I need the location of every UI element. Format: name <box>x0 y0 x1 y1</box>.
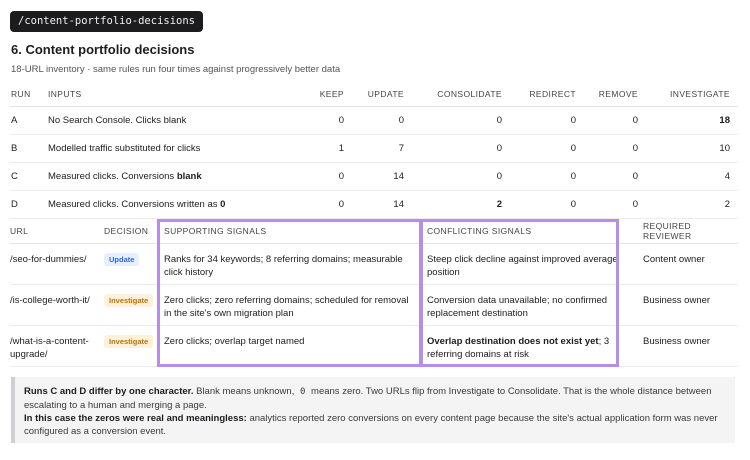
run-investigate: 10 <box>638 134 738 162</box>
run-investigate: 2 <box>638 190 738 218</box>
run-investigate: 18 <box>638 106 738 134</box>
run-inputs <box>48 106 280 134</box>
runs-header-row <box>10 82 738 106</box>
url-cell: /what-is-a-content-upgrade/ <box>10 325 104 366</box>
run-remove: 0 <box>576 106 638 134</box>
runs-col-inputs: INPUTS <box>48 82 280 106</box>
run-inputs-text: Modelled traffic substituted for clicks <box>48 142 201 154</box>
url-col-conflicting: CONFLICTING SIGNALS <box>422 219 638 243</box>
reviewer-cell: Content owner <box>638 243 738 284</box>
url-cell: /is-college-worth-it/ <box>10 284 104 325</box>
url-col-decision: DECISION <box>104 219 159 243</box>
table-row <box>10 162 738 190</box>
run-id: B <box>10 134 48 162</box>
run-update: 14 <box>344 190 404 218</box>
runs-col-remove: REMOVE <box>576 82 638 106</box>
run-inputs-emphasis: blank <box>176 170 202 182</box>
supporting-signals-cell: Ranks for 34 keywords; 8 referring domains; measurable click history <box>159 243 422 284</box>
decision-badge: Update <box>104 253 139 266</box>
run-inputs-text: Measured clicks. Conversions written as <box>48 198 221 210</box>
runs-col-redirect: REDIRECT <box>502 82 576 106</box>
note-code-zero: 0 <box>299 387 306 397</box>
run-keep: 0 <box>280 106 344 134</box>
table-row <box>10 106 738 134</box>
reviewer-cell: Business owner <box>638 325 738 366</box>
run-update: 14 <box>344 162 404 190</box>
run-inputs-emphasis: 0 <box>220 198 226 210</box>
run-id: A <box>10 106 48 134</box>
runs-col-update: UPDATE <box>344 82 404 106</box>
conflicting-emphasis: Overlap destination does not exist yet <box>427 335 599 347</box>
runs-col-keep: KEEP <box>280 82 344 106</box>
runs-col-run: RUN <box>10 82 48 106</box>
runs-table <box>10 82 738 219</box>
run-remove: 0 <box>576 162 638 190</box>
run-update: 7 <box>344 134 404 162</box>
run-redirect: 0 <box>502 190 576 218</box>
run-remove: 0 <box>576 134 638 162</box>
runs-col-investigate: INVESTIGATE <box>638 82 738 106</box>
conflicting-text: Steep click decline against improved average position <box>427 253 618 278</box>
note-line1-rest: means zero. Two URLs flip from Investigate to Consolidate. That is the whole distance between escalating to a human and merging a page. <box>24 386 712 411</box>
run-redirect: 0 <box>502 162 576 190</box>
conflicting-signals-cell <box>422 325 638 366</box>
run-consolidate: 0 <box>404 106 502 134</box>
note-line2-heading: In this case the zeros were real and meaningless: <box>24 413 247 424</box>
command-pill: /content-portfolio-decisions <box>10 11 203 32</box>
decision-cell <box>104 284 159 325</box>
note-line2-text: analytics reported zero conversions on every content page because the site's actual application form was never configured as a conversion event. <box>24 413 718 437</box>
table-row <box>10 190 738 218</box>
note-line1-heading: Runs C and D differ by one character. <box>24 386 194 397</box>
run-id: C <box>10 162 48 190</box>
table-row <box>10 243 738 284</box>
run-keep: 1 <box>280 134 344 162</box>
conflicting-text: ; 3 referring domains at risk <box>427 335 610 360</box>
page-subtitle: 18-URL inventory · same rules run four times against progressively better data <box>11 64 341 75</box>
run-update: 0 <box>344 106 404 134</box>
run-consolidate: 2 <box>404 190 502 218</box>
runs-col-consolidate: CONSOLIDATE <box>404 82 502 106</box>
url-col-reviewer: REQUIRED REVIEWER <box>638 219 738 243</box>
conflicting-signals-cell <box>422 284 638 325</box>
run-remove: 0 <box>576 190 638 218</box>
run-redirect: 0 <box>502 106 576 134</box>
run-consolidate: 0 <box>404 162 502 190</box>
url-header-row <box>10 219 738 243</box>
run-id: D <box>10 190 48 218</box>
run-consolidate: 0 <box>404 134 502 162</box>
run-keep: 0 <box>280 190 344 218</box>
url-col-supporting: SUPPORTING SIGNALS <box>159 219 422 243</box>
run-inputs <box>48 134 280 162</box>
supporting-signals-cell: Zero clicks; overlap target named <box>159 325 422 366</box>
run-inputs <box>48 190 280 218</box>
run-redirect: 0 <box>502 134 576 162</box>
run-inputs-text: No Search Console. Clicks blank <box>48 114 187 126</box>
run-investigate: 4 <box>638 162 738 190</box>
url-col-url: URL <box>10 219 104 243</box>
callout-note <box>11 377 735 443</box>
run-inputs <box>48 162 280 190</box>
run-inputs-text: Measured clicks. Conversions <box>48 170 177 182</box>
supporting-signals-cell: Zero clicks; zero referring domains; scheduled for removal in the site's own migration plan <box>159 284 422 325</box>
conflicting-signals-cell <box>422 243 638 284</box>
decision-cell <box>104 325 159 366</box>
url-decisions-table <box>10 219 738 367</box>
run-keep: 0 <box>280 162 344 190</box>
decision-badge: Investigate <box>104 335 153 348</box>
url-cell: /seo-for-dummies/ <box>10 243 104 284</box>
decision-badge: Investigate <box>104 294 153 307</box>
page-title: 6. Content portfolio decisions <box>11 42 195 57</box>
table-row <box>10 134 738 162</box>
decision-cell <box>104 243 159 284</box>
table-row <box>10 325 738 366</box>
note-line1-text: Blank means unknown, <box>193 386 297 397</box>
reviewer-cell: Business owner <box>638 284 738 325</box>
conflicting-text: Conversion data unavailable; no confirmed replacement destination <box>427 294 608 319</box>
table-row <box>10 284 738 325</box>
